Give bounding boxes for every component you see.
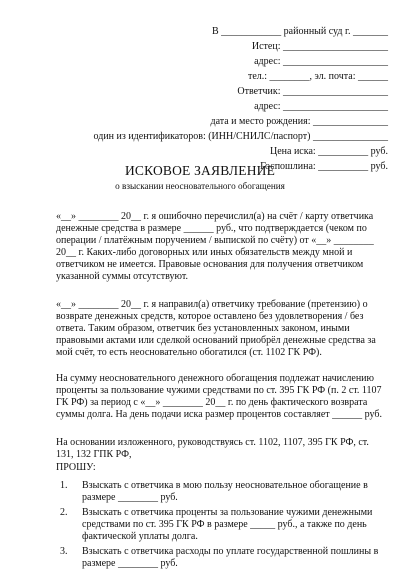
state-duty-line: Госпошлина: __________ руб. xyxy=(260,161,388,172)
birth-line: дата и место рождения: _______________ xyxy=(210,116,388,127)
request-item xyxy=(60,507,386,543)
paragraph-grounds: На основании изложенного, руководствуясь ст. 1102, 1107, 395 ГК РФ, ст. 131, 132 ГПК РФ, xyxy=(56,437,369,460)
plaintiff-line: Истец: _____________________ xyxy=(251,41,388,52)
court-line: В ____________ районный суд г. _______ xyxy=(212,26,388,37)
paragraph-claim: «__» ________ 20__ г. я направил(а) ответчику требование (претензию) о возврате денежных средств, которое оставлено без удовлетворения / без ответа. Таким образом, ответчик без установленных законом, иными правовыми актами или сделкой оснований приобрёл денежные средства за мой счёт, то есть неосновательно обогатился (ст. 1102 ГК РФ). xyxy=(56,299,376,358)
identifier-line: один из идентификаторов: (ИНН/СНИЛС/паспорт) _______________ xyxy=(93,131,388,142)
paragraph-transfer: «__» ________ 20__ г. я ошибочно перечислил(а) на счёт / карту ответчика денежные средства в размере ______ руб., что подтверждается (чеком по операции / платёжным поручением / выпиской по счёту) от «__» ________ 20__ г. Каких-либо договорных или иных обязательств между мной и ответчиком не имеется. Правовые основания для получения ответчиком указанной суммы отсутствуют. xyxy=(56,211,374,282)
request-heading: ПРОШУ: xyxy=(56,462,96,473)
defendant-line: Ответчик: _____________________ xyxy=(237,86,388,97)
paragraph-interest: На сумму неосновательного денежного обогащения подлежат начислению проценты за пользование чужими средствами по ст. 395 ГК РФ (п. 2 ст. 1107 ГК РФ) за период с «__» ________ 20__ г. по день фактического возврата суммы долга. На день подачи иска размер процентов составляет ______ руб. xyxy=(56,373,382,420)
request-number: 1. xyxy=(60,480,68,491)
request-item xyxy=(60,546,386,570)
claim-price-line: Цена иска: __________ руб. xyxy=(270,146,388,157)
request-text: Взыскать с ответчика проценты за пользование чужими денежными средствами по ст. 395 ГК РФ в размере _____ руб., а также по день фактической уплаты долга. xyxy=(82,507,373,542)
plaintiff-address-line: адрес: _____________________ xyxy=(254,56,388,67)
request-text: Взыскать с ответчика в мою пользу неосновательное обогащение в размере ________ руб. xyxy=(82,480,368,503)
plaintiff-phone-line: тел.: ________, эл. почта: ______ xyxy=(247,71,388,82)
document-subtitle: о взыскании неосновательного обогащения xyxy=(115,181,285,191)
defendant-address-line: адрес: _____________________ xyxy=(254,101,388,112)
request-item xyxy=(60,480,386,504)
document-title: ИСКОВОЕ ЗАЯВЛЕНИЕ xyxy=(124,163,276,178)
request-text: Взыскать с ответчика расходы по уплате государственной пошлины в размере ________ руб. xyxy=(82,546,379,569)
request-number: 2. xyxy=(60,507,68,518)
request-number: 3. xyxy=(60,546,68,557)
